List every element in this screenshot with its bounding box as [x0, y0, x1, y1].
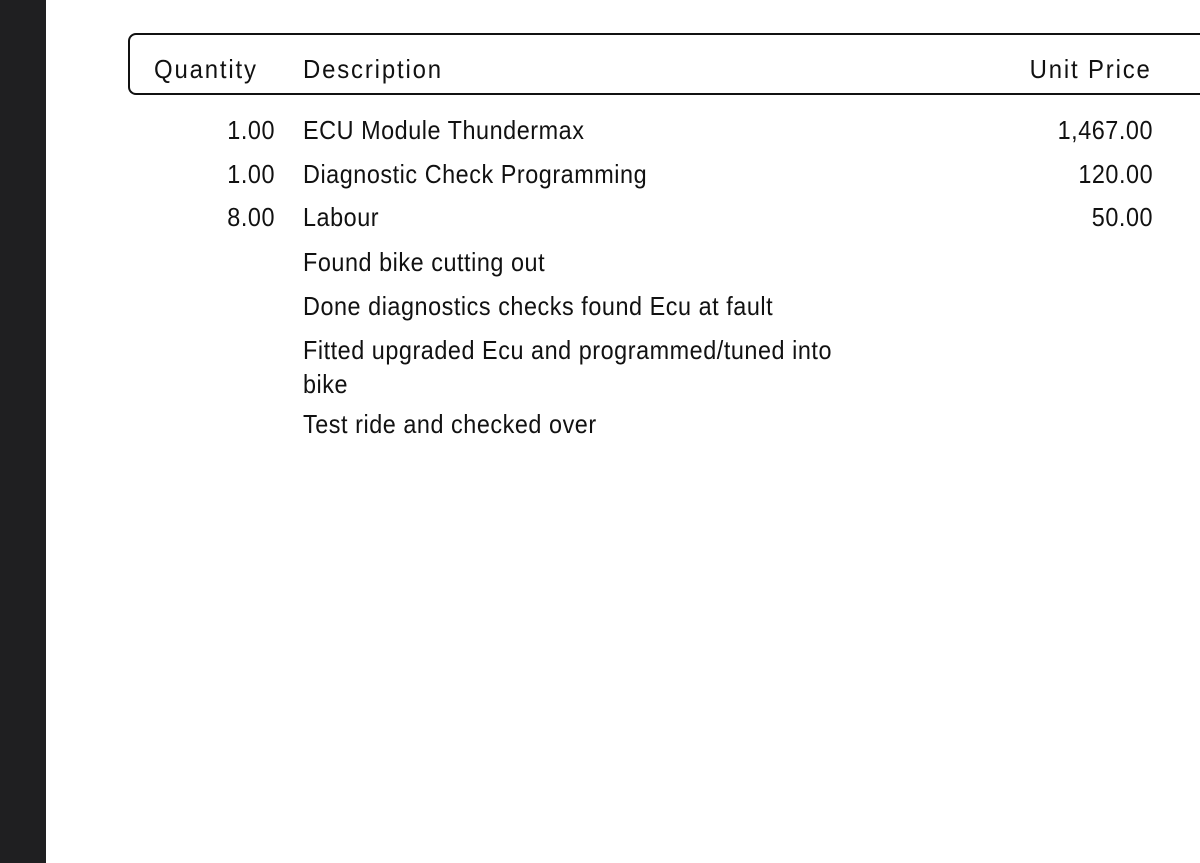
header-quantity: Quantity	[154, 54, 258, 84]
row-2-quantity: 1.00	[227, 159, 275, 189]
row-3-unit-price: 50.00	[1091, 202, 1153, 232]
left-margin-bar	[0, 0, 46, 863]
note-line-4: Test ride and checked over	[303, 409, 597, 439]
row-2-unit-price: 120.00	[1078, 159, 1153, 189]
note-line-1: Found bike cutting out	[303, 247, 546, 277]
row-1-description: ECU Module Thundermax	[303, 115, 585, 145]
note-line-3: Fitted upgraded Ecu and programmed/tuned into	[303, 335, 833, 365]
row-2-description: Diagnostic Check Programming	[303, 159, 648, 189]
row-3-quantity: 8.00	[227, 202, 275, 232]
header-unit-price: Unit Price	[1029, 54, 1152, 84]
note-line-2: Done diagnostics checks found Ecu at fault	[303, 291, 774, 321]
header-description: Description	[303, 54, 443, 84]
row-1-quantity: 1.00	[227, 115, 275, 145]
row-3-description: Labour	[303, 202, 380, 232]
note-line-3-continued: bike	[303, 369, 349, 399]
invoice-page	[46, 0, 1200, 863]
row-1-unit-price: 1,467.00	[1057, 115, 1153, 145]
